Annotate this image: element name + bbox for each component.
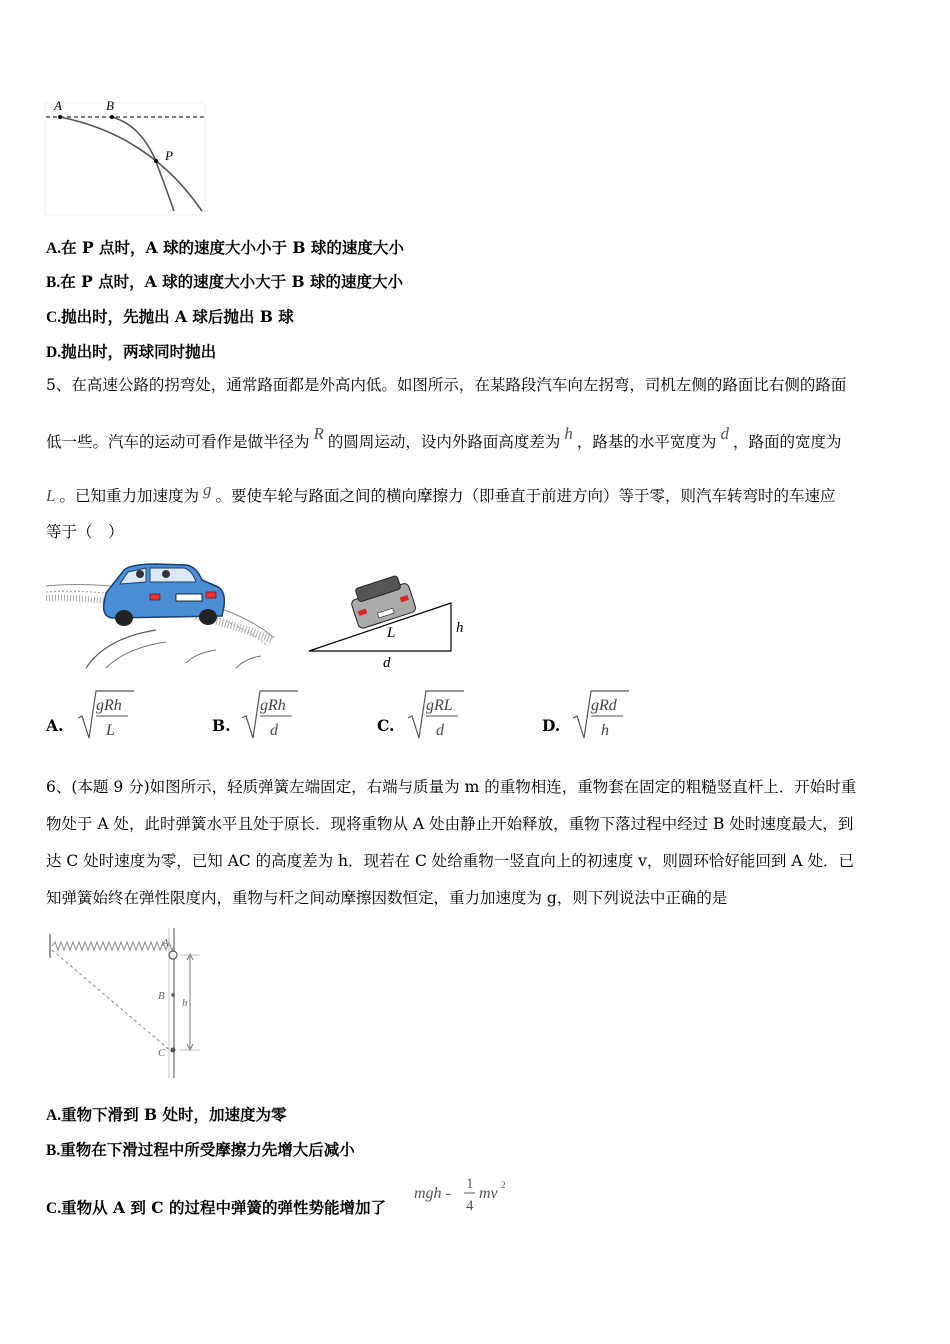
q5-option-b-letter: B. bbox=[212, 716, 231, 735]
q6-stem-line4: 知弹簧始终在弹性限度内，重物与杆之间动摩擦因数恒定，重力加速度为 g，则下列说法中正确的是 bbox=[46, 889, 728, 907]
q6-stem-line1: 6、(本题 9 分)如图所示，轻质弹簧左端固定，右端与质量为 m 的重物相连，重物套在固定的粗糙竖直杆上．开始时重 bbox=[46, 778, 857, 796]
var-l: L bbox=[46, 486, 56, 505]
trajectory-a bbox=[60, 117, 202, 211]
svg-text:gRd: gRd bbox=[591, 697, 617, 714]
q6-option-a: A.重物下滑到 B 处时，加速度为零 bbox=[46, 1105, 287, 1124]
svg-text:1: 1 bbox=[466, 1176, 474, 1192]
q5-option-b-formula bbox=[240, 688, 300, 742]
q5-stem-line3: L 。已知重力加速度为 g 。要使车轮与路面之间的横向摩擦力（即垂直于前进方向）等于零，则汽车转弯时的车速应 bbox=[46, 480, 836, 505]
label-b: B bbox=[106, 98, 114, 113]
svg-text:L: L bbox=[106, 722, 115, 739]
weight-at-a bbox=[169, 951, 177, 959]
q5-stem-line1: 5、在高速公路的拐弯处，通常路面都是外高内低。如图所示，在某路段汽车向左拐弯，司机左侧的路面比右侧的路面 bbox=[46, 376, 847, 394]
q5-stem-line4: 等于（ ） bbox=[46, 523, 124, 541]
q5-option-d-formula bbox=[571, 688, 631, 742]
label-a: A bbox=[54, 98, 62, 113]
svg-text:h: h bbox=[601, 722, 609, 739]
spring-rod-figure bbox=[44, 928, 214, 1080]
svg-text:mgh -: mgh - bbox=[414, 1185, 451, 1202]
label-h: h bbox=[182, 997, 188, 1009]
q6-stem-line2: 物处于 A 处，此时弹簧水平且处于原长．现将重物从 A 处由静止开始释放，重物下落过程中经过 B 处时速度最大，到 bbox=[46, 815, 854, 833]
q4-option-c: C.抛出时，先抛出 A 球后抛出 B 球 bbox=[46, 307, 294, 326]
q4-option-b: B.在 P 点时，A 球的速度大小大于 B 球的速度大小 bbox=[46, 272, 403, 291]
q5-option-c-formula bbox=[406, 688, 466, 742]
car-rear-icon bbox=[347, 575, 416, 629]
svg-text:2: 2 bbox=[501, 1180, 506, 1190]
var-d: d bbox=[720, 424, 729, 443]
label-d: d bbox=[383, 655, 391, 670]
q6-option-c: C.重物从 A 到 C 的过程中弹簧的弹性势能增加了 bbox=[46, 1198, 387, 1217]
banked-road-figure bbox=[305, 575, 475, 670]
svg-text:d: d bbox=[270, 722, 278, 739]
label-b: B bbox=[158, 990, 165, 1002]
q6-option-c-formula bbox=[412, 1172, 512, 1220]
q5-stem-line2: 低一些。汽车的运动可看作是做半径为 R 的圆周运动，设内外路面高度差为 h ，路基的水平宽度为 d ，路面的宽度为 bbox=[46, 424, 842, 451]
projectile-figure bbox=[40, 95, 220, 220]
trajectory-b bbox=[112, 117, 174, 211]
label-c: C bbox=[158, 1047, 166, 1059]
svg-text:gRL: gRL bbox=[426, 697, 453, 714]
q6-option-b: B.重物在下滑过程中所受摩擦力先增大后减小 bbox=[46, 1140, 355, 1159]
q4-option-a: A.在 P 点时，A 球的速度大小小于 B 球的速度大小 bbox=[46, 238, 404, 257]
car-turning-illustration bbox=[46, 558, 276, 670]
label-p: P bbox=[165, 148, 173, 163]
q5-option-d-letter: D. bbox=[542, 716, 561, 735]
var-g: g bbox=[202, 480, 212, 499]
label-a: A bbox=[162, 937, 169, 949]
label-l: L bbox=[387, 625, 396, 641]
q4-option-d: D.抛出时，两球同时抛出 bbox=[46, 342, 217, 361]
q5-option-a-letter: A. bbox=[46, 716, 64, 735]
label-h: h bbox=[456, 620, 464, 636]
q5-option-c-letter: C. bbox=[377, 716, 395, 735]
q6-stem-line3: 达 C 处时速度为零，已知 AC 的高度差为 h．现若在 C 处给重物一竖直向上的初速度 v，则圆环恰好能回到 A 处．已 bbox=[46, 852, 854, 870]
var-h: h bbox=[564, 424, 573, 443]
spring bbox=[52, 942, 174, 950]
blue-car-icon bbox=[104, 564, 225, 626]
var-r: R bbox=[313, 424, 324, 443]
svg-text:mv: mv bbox=[479, 1185, 498, 1202]
svg-text:4: 4 bbox=[466, 1198, 474, 1214]
dashed-spring-path bbox=[52, 950, 172, 1052]
svg-text:d: d bbox=[436, 722, 444, 739]
svg-text:gRh: gRh bbox=[96, 697, 122, 714]
q5-option-a-formula bbox=[76, 688, 136, 742]
svg-text:gRh: gRh bbox=[260, 697, 286, 714]
